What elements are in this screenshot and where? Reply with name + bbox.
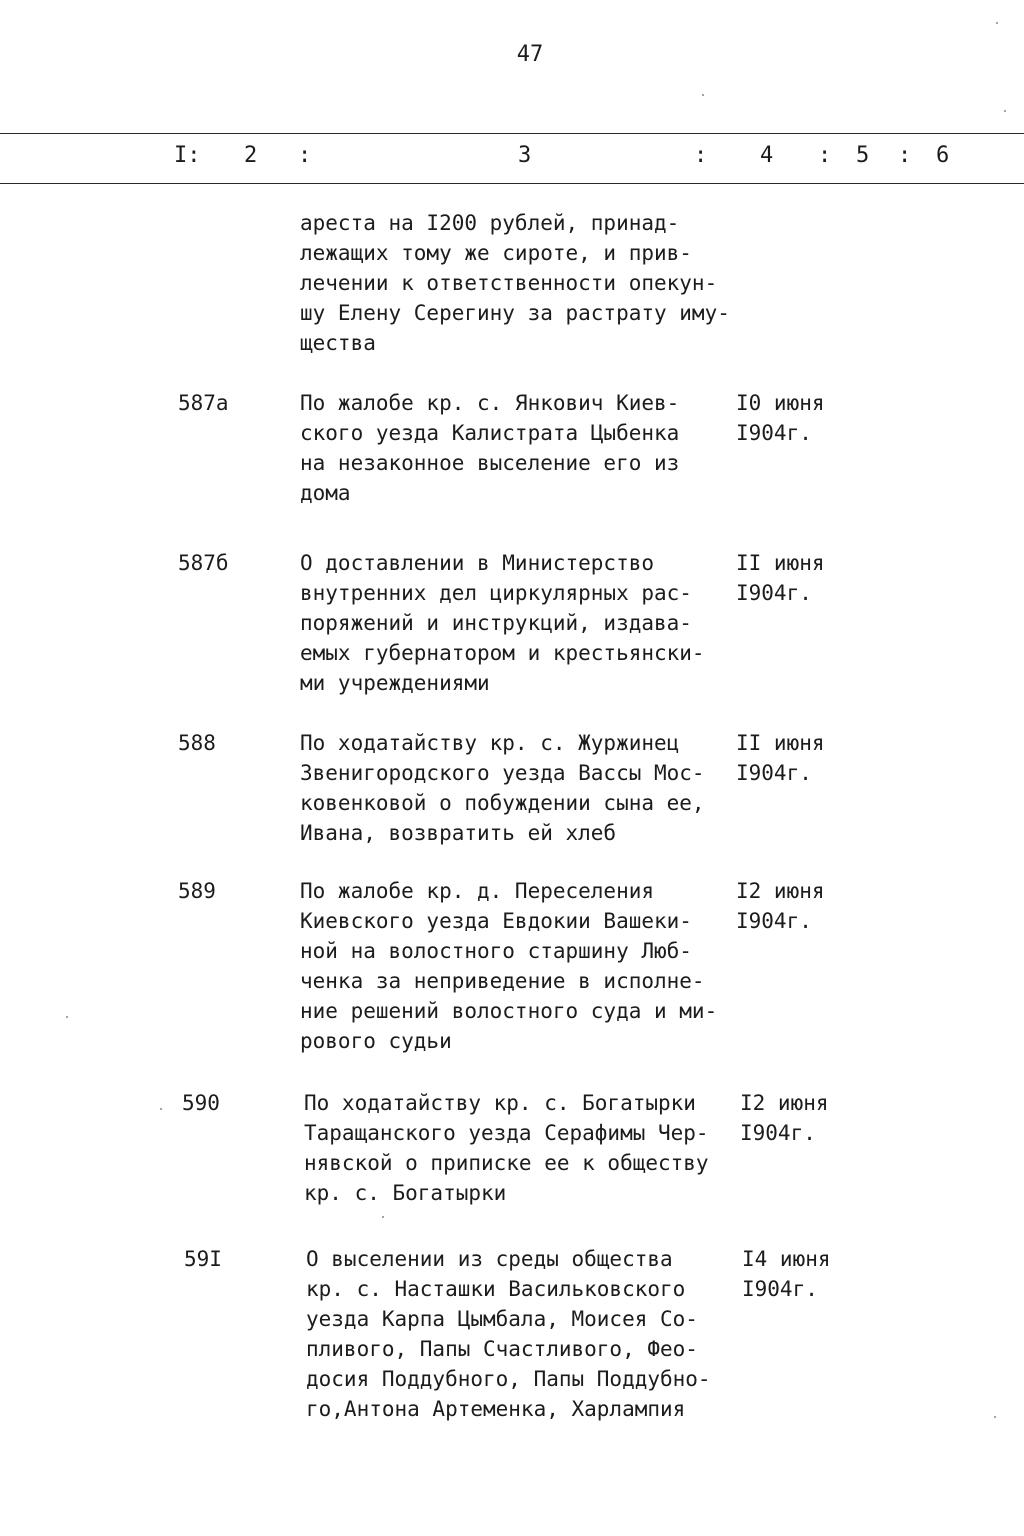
entry-text-line: го,Антона Артеменка, Харлампия — [306, 1397, 686, 1421]
entry-description — [300, 728, 760, 848]
column-header-separator: : — [694, 143, 708, 168]
column-header-4: 4 — [760, 143, 774, 168]
entry-text-line: Таращанского уезда Серафимы Чер- — [304, 1121, 709, 1145]
entry-text-line: емых губернатором и крестьянски- — [300, 641, 705, 665]
entry-text-line: О доставлении в Министерство — [300, 551, 655, 575]
entry-text-line: ние решений волостного суда и ми- — [300, 999, 718, 1023]
entry-text-line: Киевского уезда Евдокии Вашеки- — [300, 909, 692, 933]
entry-number: 590 — [182, 1091, 220, 1115]
entry-text-line: О выселении из среды общества — [306, 1247, 673, 1271]
entry-text-line: ной на волостного старшину Люб- — [300, 939, 692, 963]
entry-text-line: По жалобе кр. с. Янкович Киев- — [300, 391, 680, 415]
entry-date-day: I2 июня — [736, 879, 825, 903]
scan-speck — [382, 1216, 384, 1218]
entry-date — [736, 388, 856, 448]
entry-text-line: шу Елену Серегину за растрату иму- — [300, 301, 730, 325]
entry-text-line: щества — [300, 331, 376, 355]
entry-date-year: I904г. — [736, 761, 812, 785]
scan-speck — [994, 1416, 996, 1418]
page-number: 47 — [516, 42, 544, 67]
entry-text-line: лежащих тому же сироте, и прив- — [300, 241, 692, 265]
entry-text-line: ского уезда Калистрата Цыбенка — [300, 421, 680, 445]
entry-date-day: II июня — [736, 551, 825, 575]
column-header-separator: : — [818, 143, 832, 168]
scan-speck — [160, 1108, 162, 1110]
entry-text-line: досия Поддубного, Папы Поддубно- — [306, 1367, 711, 1391]
entry-date — [742, 1244, 862, 1304]
scan-speck — [996, 22, 998, 24]
entry-text-line: ковенковой о побуждении сына ее, — [300, 791, 705, 815]
entry-text-line: нявской о приписке ее к обществу — [304, 1151, 709, 1175]
entry-date-year: I904г. — [736, 909, 812, 933]
scan-speck — [1004, 110, 1006, 112]
header-rule-top — [0, 133, 1024, 134]
entry-text-line: лечении к ответственности опекун- — [300, 271, 718, 295]
entry-date — [736, 548, 856, 608]
column-header-separator: : — [898, 143, 912, 168]
entry-text-line: дома — [300, 481, 351, 505]
entry-text-line: ченка за неприведение в исполне- — [300, 969, 705, 993]
entry-description — [306, 1244, 766, 1424]
column-header-5: 5 — [856, 143, 870, 168]
entry-description — [300, 548, 760, 698]
entry-text-line: внутренних дел циркулярных рас- — [300, 581, 692, 605]
entry-text-line: поряжений и инструкций, издава- — [300, 611, 692, 635]
entry-date — [736, 876, 856, 936]
entry-text-line: ареста на I200 рублей, принад- — [300, 211, 680, 235]
entry-description — [300, 208, 760, 358]
entry-description — [300, 388, 760, 508]
entry-number: 589 — [178, 879, 216, 903]
entry-text-line: кр. с. Насташки Васильковского — [306, 1277, 686, 1301]
entry-date — [740, 1088, 860, 1148]
column-header-2: 2 — [244, 143, 258, 168]
entry-date-year: I904г. — [742, 1277, 818, 1301]
header-rule-bottom — [0, 183, 1024, 184]
column-header-6: 6 — [936, 143, 950, 168]
entry-date-day: I0 июня — [736, 391, 825, 415]
entry-text-line: рового судьи — [300, 1029, 452, 1053]
scan-speck — [66, 1016, 68, 1018]
entry-date-year: I904г. — [740, 1121, 816, 1145]
entry-date-day: II июня — [736, 731, 825, 755]
entry-number: 587а — [178, 391, 229, 415]
scan-speck — [702, 94, 704, 96]
entry-text-line: По жалобе кр. д. Переселения — [300, 879, 655, 903]
entry-text-line: уезда Карпа Цымбала, Моисея Со- — [306, 1307, 698, 1331]
entry-text-line: По ходатайству кр. с. Журжинец — [300, 731, 680, 755]
column-header-1: I: — [174, 143, 201, 168]
entry-date-day: I2 июня — [740, 1091, 829, 1115]
entry-text-line: пливого, Папы Счастливого, Фео- — [306, 1337, 698, 1361]
entry-text-line: кр. с. Богатырки — [304, 1181, 507, 1205]
entry-text-line: По ходатайству кр. с. Богатырки — [304, 1091, 696, 1115]
entry-text-line: Звенигородского уезда Вассы Мос- — [300, 761, 705, 785]
entry-text-line: на незаконное выселение его из — [300, 451, 680, 475]
entry-description — [300, 876, 760, 1056]
entry-description — [304, 1088, 764, 1208]
entry-number: 587б — [178, 551, 229, 575]
entry-date-year: I904г. — [736, 581, 812, 605]
column-header-3: 3 — [518, 143, 532, 168]
entry-date-day: I4 июня — [742, 1247, 831, 1271]
column-header-separator: : — [298, 143, 312, 168]
entry-date — [736, 728, 856, 788]
entry-date-year: I904г. — [736, 421, 812, 445]
entry-number: 59I — [184, 1247, 222, 1271]
entry-text-line: Ивана, возвратить ей хлеб — [300, 821, 617, 845]
entry-number: 588 — [178, 731, 216, 755]
entry-text-line: ми учреждениями — [300, 671, 490, 695]
